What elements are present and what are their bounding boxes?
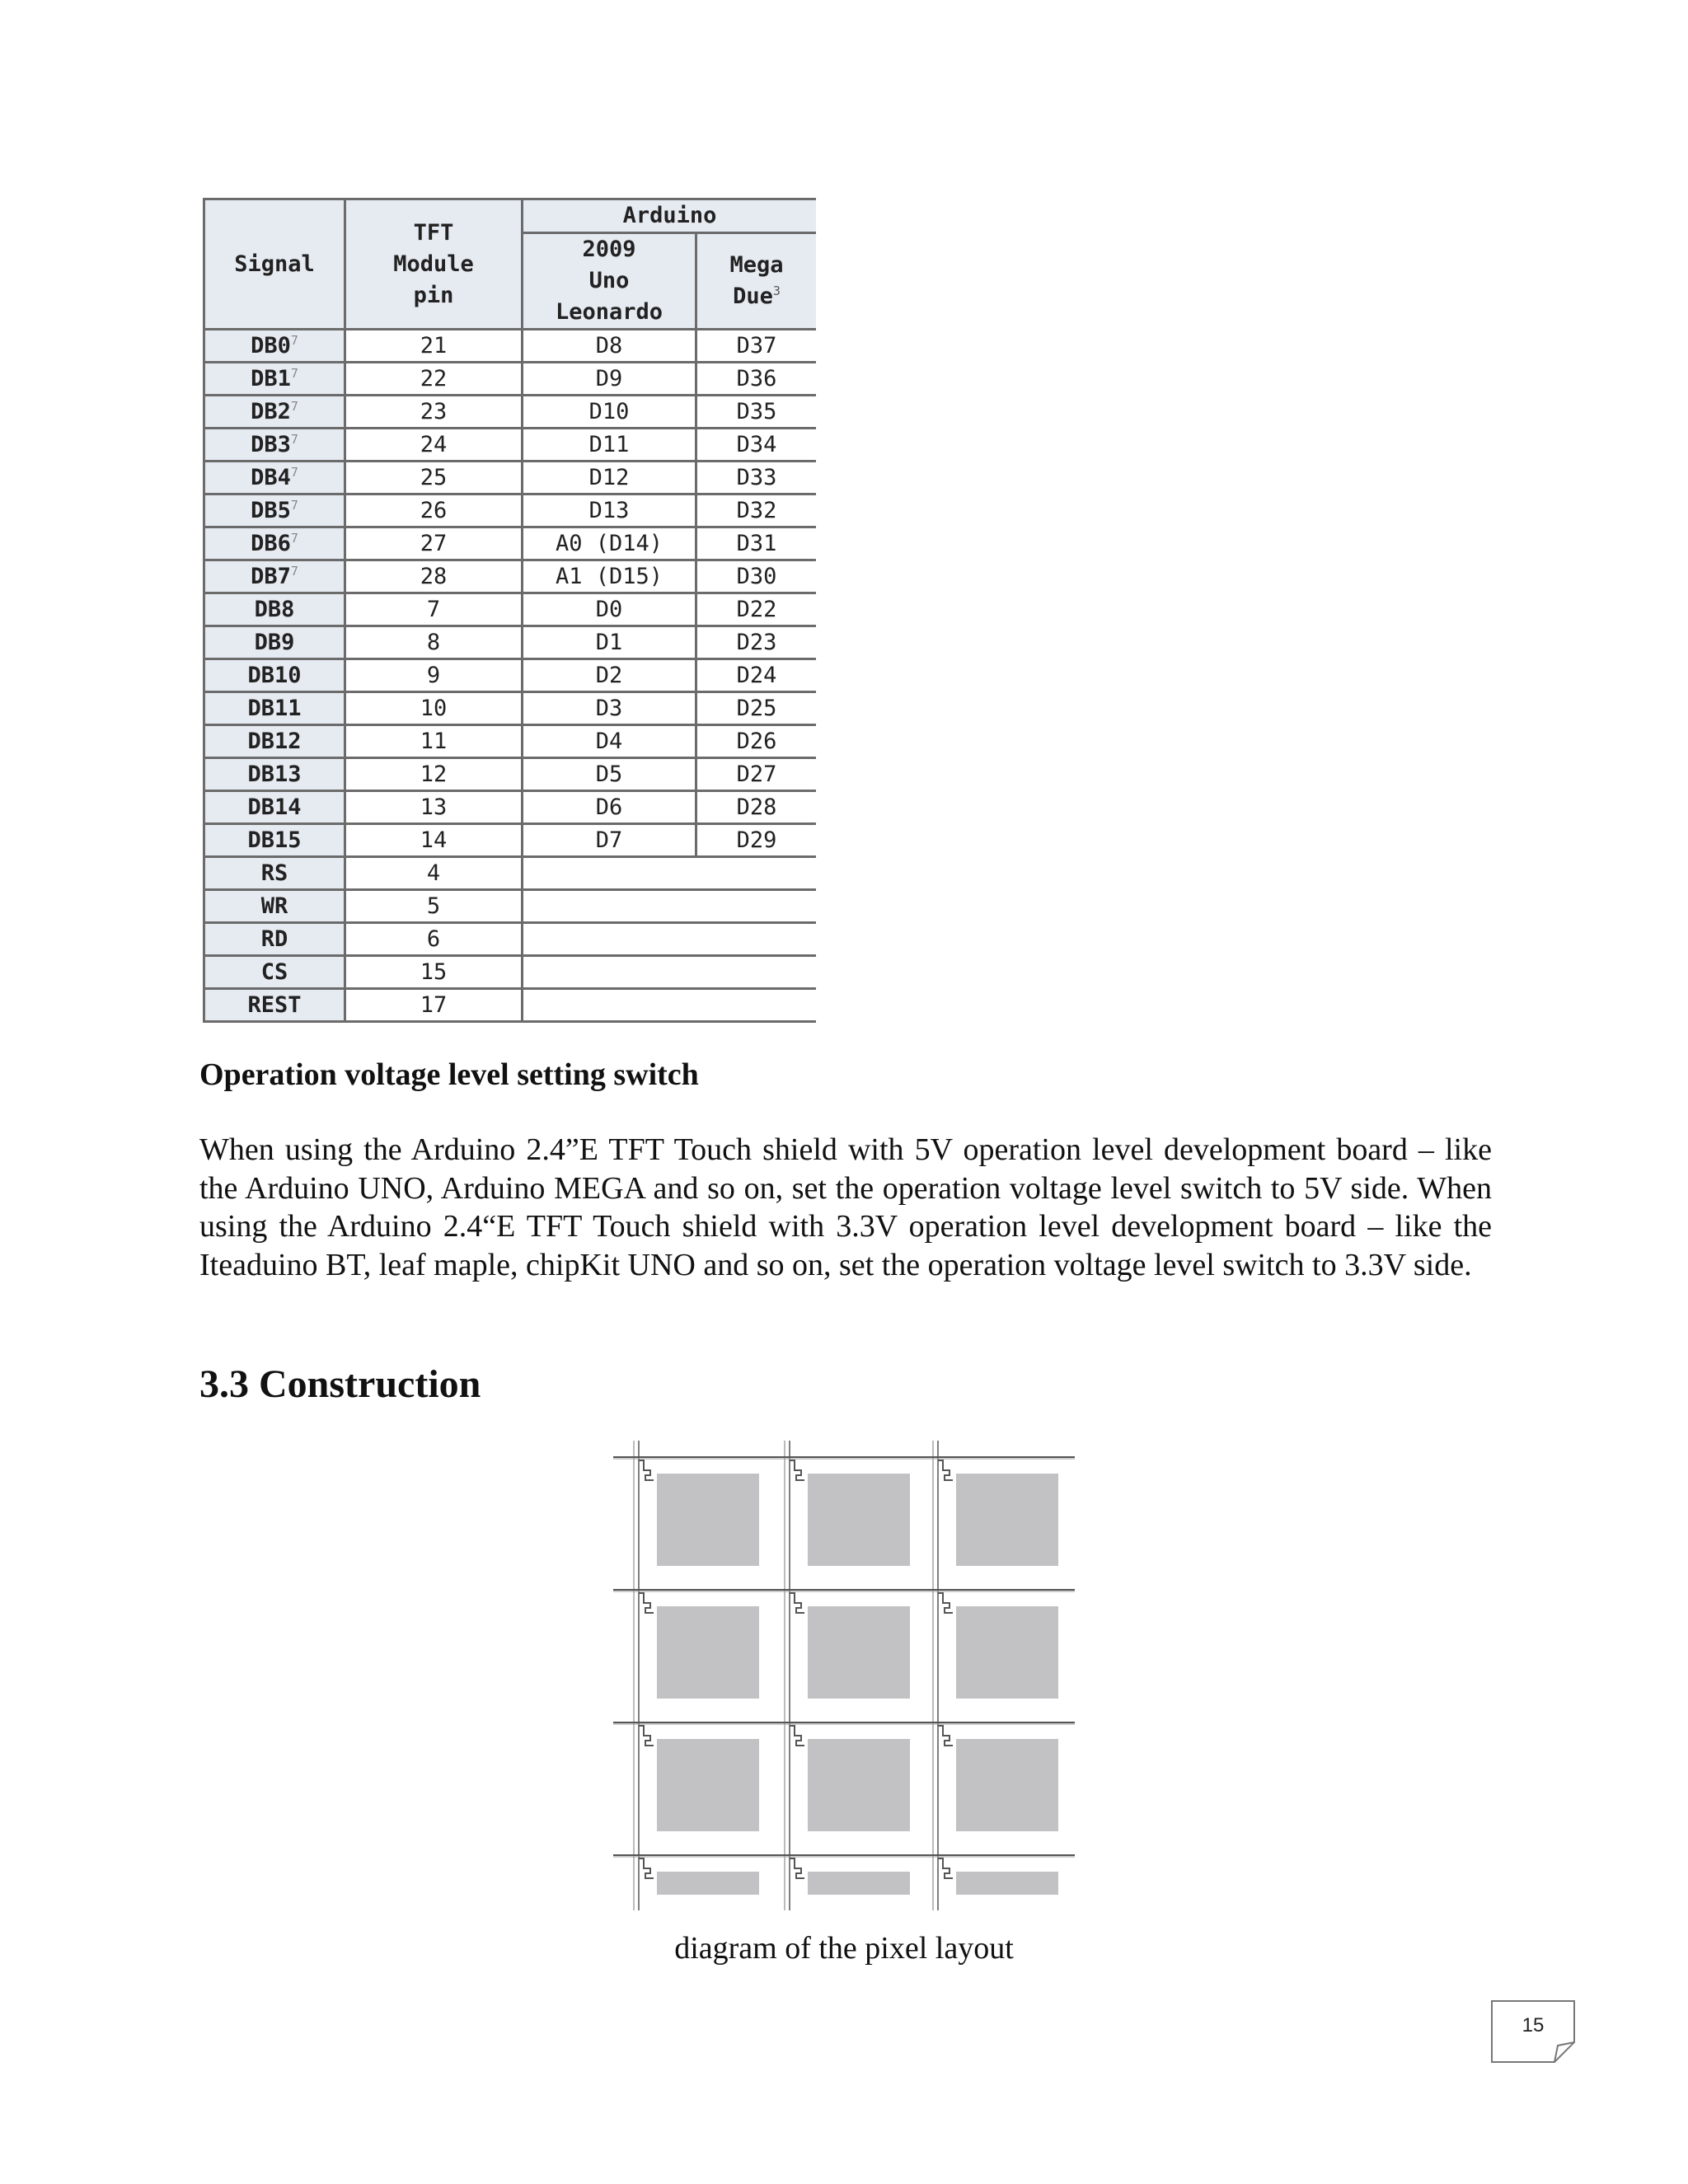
signal-name: REST <box>247 992 302 1018</box>
tft-switch-icon <box>938 1726 953 1746</box>
arduino-empty-cell <box>523 956 817 989</box>
header-uno-line-1: 2009 <box>582 237 636 262</box>
table-row <box>204 725 817 758</box>
pixel-electrode <box>657 1606 759 1699</box>
header-mega <box>696 233 817 330</box>
uno-pin-cell: D4 <box>523 725 696 758</box>
signal-cell <box>204 560 345 593</box>
signal-name: DB13 <box>247 762 302 787</box>
section-heading: 3.3 Construction <box>199 1362 481 1406</box>
tft-pin-cell: 5 <box>345 890 523 923</box>
signal-name: DB6 <box>251 531 291 556</box>
pixel-electrode <box>808 1606 910 1699</box>
pixel-electrode <box>808 1474 910 1566</box>
header-mega-due: Due <box>733 284 773 309</box>
header-mega-line-1: Mega <box>729 252 784 278</box>
signal-cell <box>204 890 345 923</box>
tft-switch-icon <box>639 1460 654 1480</box>
mega-pin-cell: D26 <box>696 725 817 758</box>
tft-pin-cell: 24 <box>345 429 523 462</box>
table-row <box>204 791 817 824</box>
mega-pin-cell: D27 <box>696 758 817 791</box>
mega-pin-cell: D29 <box>696 824 817 857</box>
pixel-electrode <box>657 1872 759 1895</box>
tft-pin-cell: 21 <box>345 330 523 363</box>
tft-pin-cell: 14 <box>345 824 523 857</box>
mega-pin-cell: D30 <box>696 560 817 593</box>
pixel-electrode <box>956 1739 1058 1831</box>
signal-name: DB11 <box>247 696 302 721</box>
signal-name: RS <box>260 860 288 886</box>
mega-pin-cell: D35 <box>696 396 817 429</box>
mega-pin-cell: D36 <box>696 363 817 396</box>
signal-cell <box>204 593 345 626</box>
signal-name: DB9 <box>254 630 295 655</box>
header-arduino: Arduino <box>523 199 817 233</box>
voltage-switch-paragraph: When using the Arduino 2.4”E TFT Touch shield with 5V operation level development board – like the Arduino UNO, Arduino MEGA and so on, set the operation voltage level switch to 5V side. When using the Arduino 2.4“E TFT Touch shield with 3.3V operation level development board – like the Iteaduino BT, leaf maple, chipKit UNO and so on, set the operation voltage level switch to 3.3V side. <box>199 1132 1492 1282</box>
table-row <box>204 593 817 626</box>
header-tft-line-3: pin <box>413 282 454 308</box>
signal-cell <box>204 824 345 857</box>
table-row <box>204 330 817 363</box>
page-number: 15 <box>1522 2014 1545 2036</box>
signal-name: DB10 <box>247 663 302 688</box>
signal-name: DB1 <box>251 366 291 391</box>
signal-name: DB4 <box>251 465 291 490</box>
signal-name: DB12 <box>247 729 302 754</box>
signal-footnote: 7 <box>290 366 298 381</box>
mega-pin-cell: D34 <box>696 429 817 462</box>
pixel-electrode <box>808 1739 910 1831</box>
tft-pin-cell: 23 <box>345 396 523 429</box>
signal-name: DB7 <box>251 564 291 589</box>
tft-pin-cell: 12 <box>345 758 523 791</box>
tft-pin-cell: 27 <box>345 527 523 560</box>
tft-pin-cell: 26 <box>345 494 523 527</box>
signal-footnote: 7 <box>290 399 298 414</box>
signal-name: DB5 <box>251 498 291 523</box>
signal-cell <box>204 923 345 956</box>
table-row <box>204 692 817 725</box>
table-row <box>204 494 817 527</box>
signal-cell <box>204 989 345 1022</box>
signal-name: DB15 <box>247 827 302 853</box>
table-row <box>204 923 817 956</box>
signal-name: DB3 <box>251 432 291 457</box>
tft-pin-cell: 10 <box>345 692 523 725</box>
tft-pin-cell: 13 <box>345 791 523 824</box>
tft-switch-icon <box>790 1593 804 1613</box>
signal-footnote: 7 <box>290 531 298 546</box>
mega-pin-cell: D32 <box>696 494 817 527</box>
tft-pin-cell: 4 <box>345 857 523 890</box>
header-uno-line-2: Uno <box>588 268 630 293</box>
pixel-electrode <box>657 1474 759 1566</box>
tft-switch-icon <box>790 1726 804 1746</box>
signal-cell <box>204 626 345 659</box>
tft-switch-icon <box>938 1858 953 1878</box>
table-row <box>204 626 817 659</box>
uno-pin-cell: D0 <box>523 593 696 626</box>
signal-cell <box>204 363 345 396</box>
uno-pin-cell: A0 (D14) <box>523 527 696 560</box>
uno-pin-cell: D13 <box>523 494 696 527</box>
signal-cell <box>204 659 345 692</box>
mega-pin-cell: D28 <box>696 791 817 824</box>
table-row <box>204 890 817 923</box>
table-row <box>204 527 817 560</box>
signal-cell <box>204 956 345 989</box>
table-row <box>204 396 817 429</box>
tft-pin-cell: 11 <box>345 725 523 758</box>
uno-pin-cell: D8 <box>523 330 696 363</box>
tft-switch-icon <box>938 1460 953 1480</box>
uno-pin-cell: D9 <box>523 363 696 396</box>
signal-name: DB0 <box>251 333 291 359</box>
signal-cell <box>204 330 345 363</box>
tft-switch-icon <box>639 1593 654 1613</box>
header-mega-footnote: 3 <box>772 284 781 298</box>
tft-pin-cell: 15 <box>345 956 523 989</box>
signal-cell <box>204 396 345 429</box>
mega-pin-cell: D24 <box>696 659 817 692</box>
signal-cell <box>204 758 345 791</box>
signal-cell <box>204 725 345 758</box>
signal-footnote: 7 <box>290 432 298 447</box>
table-row <box>204 429 817 462</box>
tft-pin-cell: 25 <box>345 462 523 494</box>
uno-pin-cell: D1 <box>523 626 696 659</box>
tft-switch-icon <box>639 1726 654 1746</box>
mega-pin-cell: D31 <box>696 527 817 560</box>
signal-footnote: 7 <box>290 564 298 579</box>
pin-mapping-table <box>203 198 816 1023</box>
signal-cell <box>204 857 345 890</box>
table-row <box>204 560 817 593</box>
diagram-caption: diagram of the pixel layout <box>674 1931 1014 1966</box>
signal-cell <box>204 527 345 560</box>
pixel-electrode <box>956 1606 1058 1699</box>
signal-cell <box>204 429 345 462</box>
signal-footnote: 7 <box>290 465 298 480</box>
header-tft-line-2: Module <box>393 251 474 277</box>
signal-footnote: 7 <box>290 498 298 513</box>
mega-pin-cell: D23 <box>696 626 817 659</box>
signal-name: RD <box>260 926 288 952</box>
tft-pin-cell: 28 <box>345 560 523 593</box>
mega-pin-cell: D25 <box>696 692 817 725</box>
signal-cell <box>204 692 345 725</box>
signal-cell <box>204 494 345 527</box>
table-row <box>204 758 817 791</box>
tft-pin-cell: 8 <box>345 626 523 659</box>
table-body <box>204 330 817 1022</box>
tft-switch-icon <box>790 1460 804 1480</box>
tft-pin-cell: 7 <box>345 593 523 626</box>
signal-name: WR <box>260 893 288 919</box>
tft-pin-cell: 17 <box>345 989 523 1022</box>
table-row <box>204 824 817 857</box>
header-tft-module-pin <box>345 199 523 330</box>
uno-pin-cell: D6 <box>523 791 696 824</box>
uno-pin-cell: D3 <box>523 692 696 725</box>
table-row <box>204 659 817 692</box>
uno-pin-cell: D12 <box>523 462 696 494</box>
tft-pin-cell: 9 <box>345 659 523 692</box>
header-signal: Signal <box>204 199 345 330</box>
uno-pin-cell: D11 <box>523 429 696 462</box>
uno-pin-cell: D7 <box>523 824 696 857</box>
mega-pin-cell: D22 <box>696 593 817 626</box>
tft-pin-cell: 22 <box>345 363 523 396</box>
signal-name: DB2 <box>251 399 291 424</box>
table-row <box>204 956 817 989</box>
mega-pin-cell: D37 <box>696 330 817 363</box>
signal-name: DB8 <box>254 597 295 622</box>
header-mega-line-2 <box>697 281 816 312</box>
table-row <box>204 857 817 890</box>
uno-pin-cell: D5 <box>523 758 696 791</box>
uno-pin-cell: D10 <box>523 396 696 429</box>
pixel-electrode <box>808 1872 910 1895</box>
signal-cell <box>204 791 345 824</box>
arduino-empty-cell <box>523 989 817 1022</box>
signal-footnote: 7 <box>290 333 298 348</box>
mega-pin-cell: D33 <box>696 462 817 494</box>
tft-switch-icon <box>938 1593 953 1613</box>
tft-pin-cell: 6 <box>345 923 523 956</box>
arduino-empty-cell <box>523 890 817 923</box>
pixel-layout-diagram <box>613 1441 1075 1910</box>
signal-name: CS <box>260 959 288 985</box>
table-row <box>204 363 817 396</box>
header-uno-line-3: Leonardo <box>555 299 663 325</box>
arduino-empty-cell <box>523 857 817 890</box>
header-tft-line-1: TFT <box>413 219 454 246</box>
pixel-electrode <box>657 1739 759 1831</box>
table-row <box>204 989 817 1022</box>
voltage-switch-heading: Operation voltage level setting switch <box>199 1057 699 1092</box>
pixel-electrode <box>956 1872 1058 1895</box>
arduino-empty-cell <box>523 923 817 956</box>
pixel-electrode <box>956 1474 1058 1566</box>
header-uno <box>523 233 696 330</box>
uno-pin-cell: A1 (D15) <box>523 560 696 593</box>
signal-cell <box>204 462 345 494</box>
table-row <box>204 462 817 494</box>
signal-name: DB14 <box>247 794 302 820</box>
uno-pin-cell: D2 <box>523 659 696 692</box>
tft-switch-icon <box>639 1858 654 1878</box>
tft-switch-icon <box>790 1858 804 1878</box>
